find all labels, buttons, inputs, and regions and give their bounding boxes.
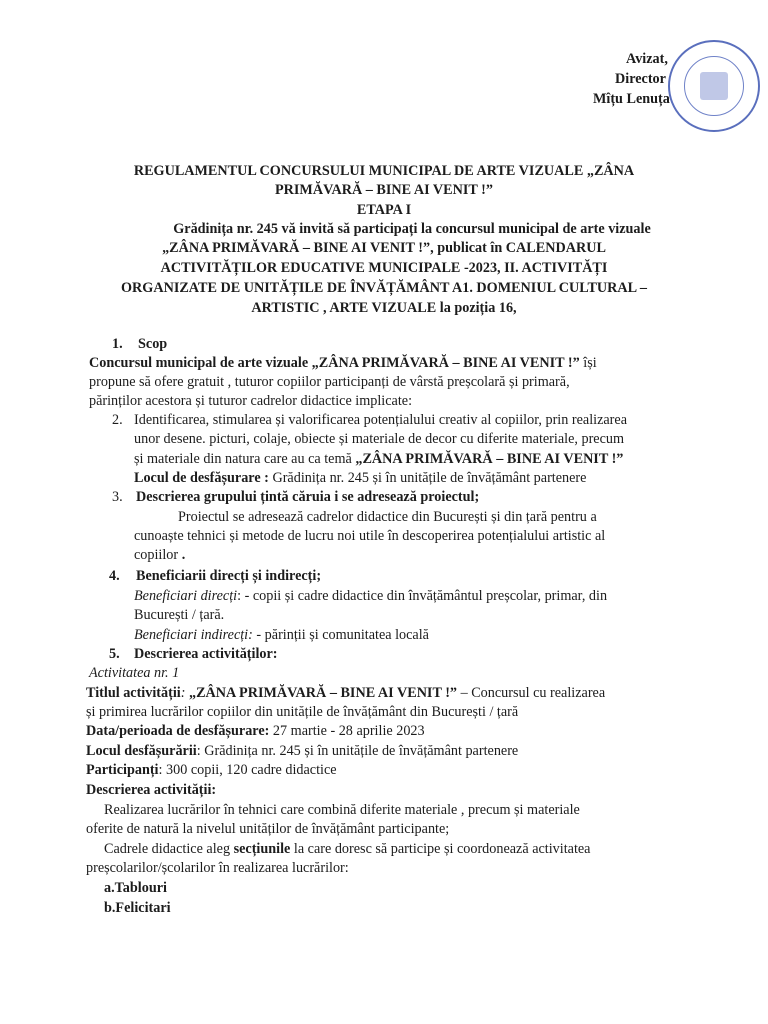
stamp-inner-ring [684,56,744,116]
s4-direct [134,587,607,605]
s5-date-value: 27 martie - 28 aprilie 2023 [269,723,425,739]
s1-line2: propune să ofere gratuit , tuturor copiilor participanți de vârstă preșcolară și primară, [89,374,570,390]
doc-title-line2: PRIMĂVARĂ – BINE AI VENIT !” [275,182,493,198]
s5-description-label: Descrierea activității: [86,782,217,798]
s4-indirect [134,626,429,644]
s5-section-b: b.Felicitari [104,900,171,916]
official-stamp [668,40,760,132]
approval-avizat: Avizat, [626,51,668,67]
s5-title-colon: : [180,685,186,701]
s5-participants-label: Participanți [86,762,159,778]
s5-title-label: Titlul activității [86,685,181,701]
s2-number: 2. [112,412,123,428]
s5-number: 5. [109,646,120,662]
s5-date [86,722,425,740]
s2-line1: Identificarea, stimularea și valorificarea potențialului creativ al copiilor, prin realizarea [134,412,627,428]
s3-line3-text: copiilor [134,547,179,563]
approval-name: Mîțu Lenuța [593,91,670,107]
s1-line3: părinților acestora și tuturor cadrelor didactice implicate: [89,393,413,409]
s3-number: 3. [112,489,123,505]
s5-participants-value: : 300 copii, 120 cadre didactice [158,762,337,778]
s5-heading: Descrierea activităților: [134,646,278,662]
s4-direct-label: Beneficiari direcți [134,588,238,604]
s1-lead-rest: își [579,355,597,371]
s3-line3 [134,546,185,564]
s5-p2-line1 [104,840,590,858]
s5-activity-number: Activitatea nr. 1 [89,665,180,681]
intro-line2: „ZÂNA PRIMĂVARĂ – BINE AI VENIT !”, publicat în CALENDARUL [162,240,606,256]
intro-line4: ORGANIZATE DE UNITĂȚILE DE ÎNVĂȚĂMÂNT A1. DOMENIUL CULTURAL – [121,280,647,296]
s5-section-a: a.Tablouri [104,880,167,896]
intro-line5: ARTISTIC , ARTE VIZUALE la poziția 16, [251,300,517,316]
doc-title-stage: ETAPA I [356,202,412,218]
approval-director: Director [615,71,666,87]
s5-p1-line2: oferite de natură la nivelul unităților de învățământ participante; [86,821,450,837]
s5-p2-text-a: Cadrele didactice aleg [104,841,234,857]
s4-number: 4. [109,568,120,584]
s1-lead-bold: Concursul municipal de arte vizuale „ZÂNA PRIMĂVARĂ – BINE AI VENIT !” [89,355,580,371]
s5-p1-line1: Realizarea lucrărilor în tehnici care combină diferite materiale , precum și materiale [104,802,580,818]
s5-place-label: Locul desfășurării [86,743,197,759]
s3-heading: Descrierea grupului țintă căruia i se adresează proiectul; [136,489,480,505]
s5-title-value: „ZÂNA PRIMĂVARĂ – BINE AI VENIT !” [185,685,458,701]
s2-line2: unor desene. picturi, colaje, obiecte și materiale de decor cu diferite materiale, precum [134,431,625,447]
s3-line2: cunoaște tehnici și metode de lucru noi utile în descoperirea potențialului artistic al [134,528,606,544]
s2-line3-text: și materiale din natura care au ca temă [134,451,356,467]
s4-heading: Beneficiarii direcți și indirecți; [136,568,322,584]
s1-lead [89,354,597,372]
s5-participants [86,761,337,779]
s5-p2-text-b: la care doresc să participe și coordonează activitatea [290,841,591,857]
s2-location-label: Locul de desfășurare : [134,470,269,486]
s4-direct-value: : - copii și cadre didactice din învățământul preșcolar, primar, din [237,588,608,604]
s5-title-line2: și primirea lucrărilor copiilor din unitățile de învățământ din București / țară [86,704,519,720]
s2-line3 [134,450,623,468]
s5-p2-bold: secțiunile [233,841,291,857]
s3-line3-end: . [178,547,186,563]
s3-line1: Proiectul se adresează cadrelor didactice din București și din țară pentru a [178,509,597,525]
stamp-core [700,72,728,100]
intro-line1: Grădinița nr. 245 vă invită să participați la concursul municipal de arte vizuale [173,221,651,237]
s4-direct-line2: București / țară. [134,607,225,623]
s5-title-rest: – Concursul cu realizarea [457,685,606,701]
s5-activity-title [86,684,605,702]
s4-indirect-label: Beneficiari indirecți: [134,627,253,643]
s5-date-label: Data/perioada de desfășurare: [86,723,270,739]
s2-location-value: Grădinița nr. 245 și în unitățile de învățământ partenere [268,470,587,486]
s2-location [134,469,586,487]
s1-heading: Scop [138,336,168,352]
s1-number: 1. [112,336,123,352]
s5-place [86,742,518,760]
doc-title-line1: REGULAMENTUL CONCURSULUI MUNICIPAL DE ARTE VIZUALE „ZÂNA [133,163,635,179]
intro-line3: ACTIVITĂȚILOR EDUCATIVE MUNICIPALE -2023, II. ACTIVITĂȚI [160,260,608,276]
s5-p2-line2: preșcolarilor/școlarilor în realizarea lucrărilor: [86,860,349,876]
s2-theme: „ZÂNA PRIMĂVARĂ – BINE AI VENIT !” [355,451,624,467]
s5-place-value: : Grădinița nr. 245 și în unitățile de învățământ partenere [196,743,519,759]
s4-indirect-value: - părinții și comunitatea locală [252,627,429,643]
